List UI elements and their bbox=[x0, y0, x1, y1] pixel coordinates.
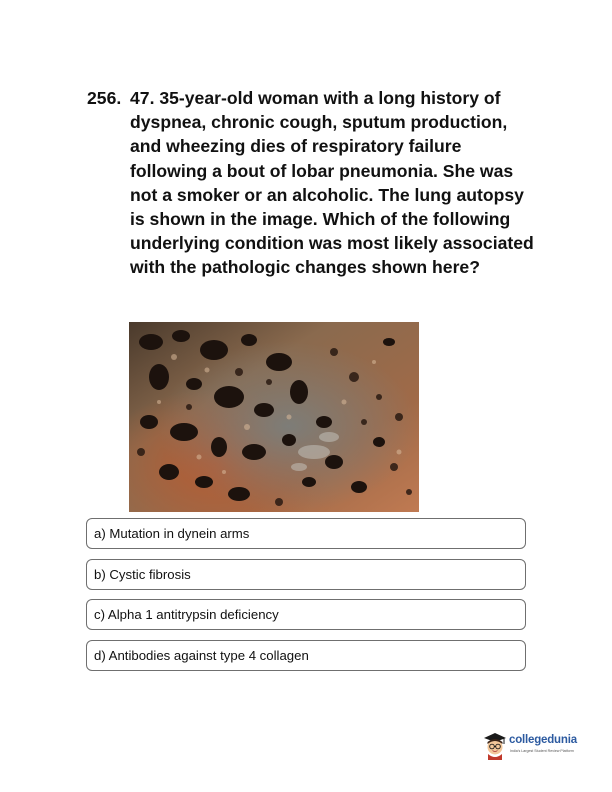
option-b[interactable]: b) Cystic fibrosis bbox=[86, 559, 526, 590]
lung-autopsy-image bbox=[129, 322, 419, 512]
question-text: 47. 35-year-old woman with a long history of dyspnea, chronic cough, sputum production, and wheezing dies of respiratory failure following a bout of lobar pneumonia. She was not a smoker or an alcoholic. The lung autopsy is shown in the image. Which of the following underlying condition was most likely associated with the pathologic changes shown here? bbox=[130, 88, 534, 278]
collegedunia-logo[interactable] bbox=[482, 730, 592, 762]
brand-tagline: India's Largest Student Review Platform bbox=[510, 749, 574, 753]
option-d[interactable]: d) Antibodies against type 4 collagen bbox=[86, 640, 526, 671]
question-number: 256. bbox=[87, 88, 122, 108]
answer-options bbox=[86, 518, 526, 680]
option-c[interactable]: c) Alpha 1 antitrypsin deficiency bbox=[86, 599, 526, 630]
option-a[interactable]: a) Mutation in dynein arms bbox=[86, 518, 526, 549]
mascot-icon bbox=[482, 730, 508, 760]
brand-name: collegedunia bbox=[509, 734, 577, 746]
